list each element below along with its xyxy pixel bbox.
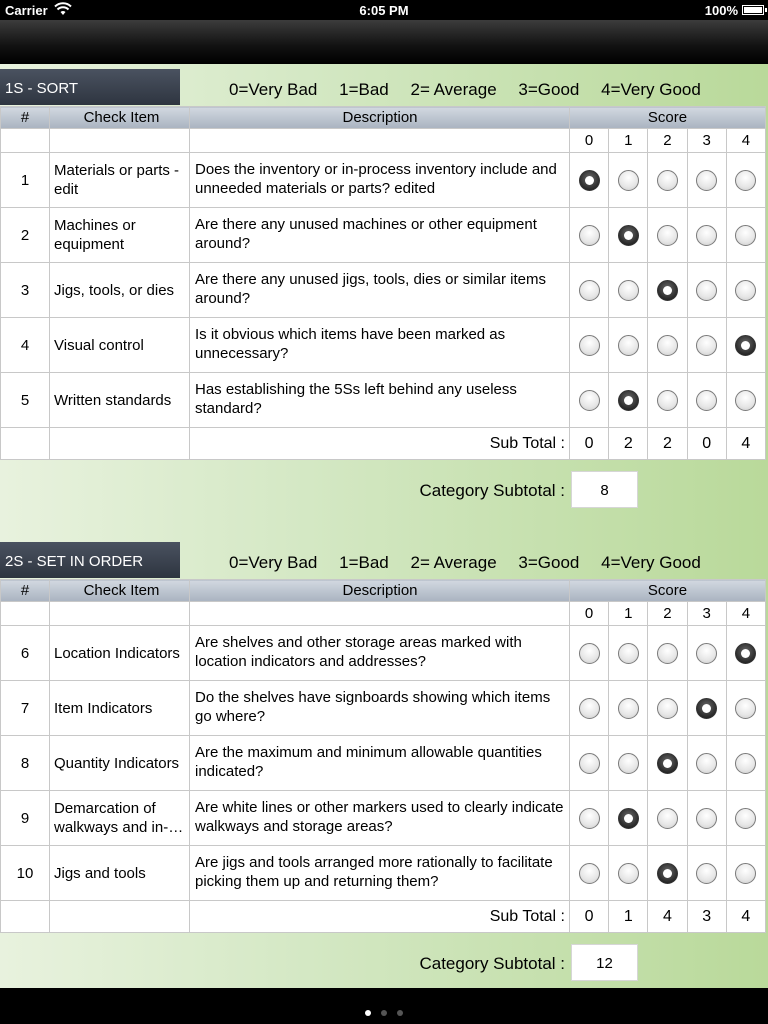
row-number: 8: [1, 736, 50, 791]
score-radio-4[interactable]: [735, 808, 756, 829]
subtotal-row: [1, 901, 766, 933]
score-cell: [648, 626, 687, 681]
category-subtotal-value: 12: [571, 944, 638, 981]
cell-empty: [1, 602, 50, 626]
row-number: 6: [1, 626, 50, 681]
score-cell: [726, 681, 765, 736]
subtotal-value: 4: [726, 428, 765, 460]
score-radio-0[interactable]: [579, 698, 600, 719]
table-row: [1, 318, 766, 373]
score-radio-1[interactable]: [618, 335, 639, 356]
score-cell: [687, 846, 726, 901]
score-radio-2[interactable]: [657, 335, 678, 356]
score-radio-4[interactable]: [735, 170, 756, 191]
score-cell: [687, 626, 726, 681]
check-item-name: Visual control: [50, 318, 190, 373]
col-header-score: Score: [570, 107, 766, 129]
cell-empty: [50, 129, 190, 153]
score-radio-1[interactable]: [618, 753, 639, 774]
page-dot[interactable]: [365, 1010, 371, 1016]
score-radio-1[interactable]: [618, 698, 639, 719]
cell-empty: [190, 129, 570, 153]
table-row: [1, 626, 766, 681]
subtotal-value: 2: [648, 428, 687, 460]
check-item-name: Written standards: [50, 373, 190, 428]
navigation-bar: [0, 20, 768, 64]
table-row: [1, 373, 766, 428]
subtotal-value: 0: [687, 428, 726, 460]
check-item-description: Are there any unused machines or other equipment around?: [190, 208, 570, 263]
score-cell: [687, 208, 726, 263]
score-cell: [648, 208, 687, 263]
score-cell: [648, 153, 687, 208]
cell-empty: [1, 129, 50, 153]
score-header-row: [1, 129, 766, 153]
score-radio-1[interactable]: [618, 390, 639, 411]
score-radio-3[interactable]: [696, 863, 717, 884]
subtotal-label: Sub Total :: [190, 428, 570, 460]
score-cell: [609, 153, 648, 208]
row-number: 3: [1, 263, 50, 318]
score-radio-2[interactable]: [657, 753, 678, 774]
col-header-check-item: Check Item: [50, 580, 190, 602]
legend-item: 2= Average: [410, 553, 497, 572]
check-item-description: Do the shelves have signboards showing which items go where?: [190, 681, 570, 736]
score-radio-2[interactable]: [657, 698, 678, 719]
section-header: [0, 64, 768, 106]
score-cell: [726, 846, 765, 901]
score-radio-1[interactable]: [618, 643, 639, 664]
score-cell: [570, 681, 609, 736]
score-column-label: 1: [609, 129, 648, 153]
check-item-description: Are there any unused jigs, tools, dies or similar items around?: [190, 263, 570, 318]
cell-empty: [1, 428, 50, 460]
score-radio-4[interactable]: [735, 643, 756, 664]
score-cell: [648, 373, 687, 428]
score-cell: [648, 318, 687, 373]
score-radio-3[interactable]: [696, 698, 717, 719]
score-radio-3[interactable]: [696, 643, 717, 664]
score-cell: [609, 626, 648, 681]
score-cell: [648, 681, 687, 736]
score-column-label: 4: [726, 602, 765, 626]
score-cell: [726, 318, 765, 373]
score-cell: [570, 791, 609, 846]
score-radio-2[interactable]: [657, 863, 678, 884]
category-subtotal-label: Category Subtotal :: [419, 481, 565, 500]
score-cell: [726, 153, 765, 208]
score-header-row: [1, 602, 766, 626]
score-cell: [609, 681, 648, 736]
subtotal-value: 0: [570, 901, 609, 933]
score-radio-0[interactable]: [579, 390, 600, 411]
table-row: [1, 791, 766, 846]
score-radio-3[interactable]: [696, 390, 717, 411]
col-header-num: #: [1, 107, 50, 129]
score-radio-3[interactable]: [696, 280, 717, 301]
score-cell: [570, 373, 609, 428]
score-radio-0[interactable]: [579, 280, 600, 301]
table-row: [1, 208, 766, 263]
score-radio-2[interactable]: [657, 390, 678, 411]
row-number: 4: [1, 318, 50, 373]
col-header-description: Description: [190, 580, 570, 602]
score-cell: [648, 791, 687, 846]
score-column-label: 4: [726, 129, 765, 153]
legend-item: 3=Good: [518, 553, 580, 572]
score-radio-3[interactable]: [696, 225, 717, 246]
score-radio-3[interactable]: [696, 170, 717, 191]
score-radio-4[interactable]: [735, 335, 756, 356]
score-cell: [687, 318, 726, 373]
score-radio-1[interactable]: [618, 863, 639, 884]
score-column-label: 2: [648, 129, 687, 153]
score-cell: [609, 373, 648, 428]
col-header-num: #: [1, 580, 50, 602]
score-cell: [570, 318, 609, 373]
page-dot[interactable]: [381, 1010, 387, 1016]
score-radio-0[interactable]: [579, 753, 600, 774]
score-radio-0[interactable]: [579, 335, 600, 356]
check-item-name: Demarcation of walkways and in-…: [50, 791, 190, 846]
score-radio-1[interactable]: [618, 225, 639, 246]
row-number: 9: [1, 791, 50, 846]
row-number: 1: [1, 153, 50, 208]
legend-item: 0=Very Bad: [229, 553, 318, 572]
section-set-in-order: [0, 537, 768, 988]
check-item-description: Are white lines or other markers used to clearly indicate walkways and storage areas?: [190, 791, 570, 846]
score-cell: [609, 736, 648, 791]
score-radio-3[interactable]: [696, 808, 717, 829]
score-cell: [726, 626, 765, 681]
score-radio-1[interactable]: [618, 170, 639, 191]
col-header-check-item: Check Item: [50, 107, 190, 129]
category-subtotal-row: [0, 460, 768, 537]
score-legend: [229, 553, 718, 573]
score-radio-3[interactable]: [696, 335, 717, 356]
score-radio-2[interactable]: [657, 280, 678, 301]
check-item-name: Location Indicators: [50, 626, 190, 681]
score-radio-4[interactable]: [735, 225, 756, 246]
score-cell: [687, 263, 726, 318]
score-radio-0[interactable]: [579, 225, 600, 246]
category-subtotal-label: Category Subtotal :: [419, 954, 565, 973]
score-radio-0[interactable]: [579, 863, 600, 884]
row-number: 2: [1, 208, 50, 263]
score-cell: [648, 263, 687, 318]
category-subtotal-row: [0, 933, 768, 988]
score-cell: [726, 373, 765, 428]
score-cell: [726, 208, 765, 263]
table-row: [1, 846, 766, 901]
check-item-description: Has establishing the 5Ss left behind any useless standard?: [190, 373, 570, 428]
score-radio-1[interactable]: [618, 808, 639, 829]
table-row: [1, 681, 766, 736]
subtotal-label: Sub Total :: [190, 901, 570, 933]
legend-item: 4=Very Good: [601, 80, 701, 99]
score-cell: [570, 736, 609, 791]
score-column-label: 2: [648, 602, 687, 626]
table-row: [1, 263, 766, 318]
check-item-name: Item Indicators: [50, 681, 190, 736]
score-cell: [648, 846, 687, 901]
status-bar: [0, 0, 768, 20]
score-cell: [609, 846, 648, 901]
rows: [1, 602, 766, 933]
cell-empty: [50, 602, 190, 626]
score-radio-0[interactable]: [579, 808, 600, 829]
check-item-name: Quantity Indicators: [50, 736, 190, 791]
bottom-bar: [0, 988, 768, 1024]
score-column-label: 0: [570, 129, 609, 153]
cell-empty: [190, 602, 570, 626]
score-cell: [570, 208, 609, 263]
check-item-description: Are jigs and tools arranged more rationally to facilitate picking them up and returning them?: [190, 846, 570, 901]
score-cell: [687, 153, 726, 208]
score-cell: [609, 791, 648, 846]
legend-item: 4=Very Good: [601, 553, 701, 572]
score-radio-0[interactable]: [579, 170, 600, 191]
score-radio-3[interactable]: [696, 753, 717, 774]
score-cell: [570, 153, 609, 208]
score-cell: [687, 681, 726, 736]
checklist-scroll-area[interactable]: [0, 64, 768, 988]
check-item-name: Materials or parts - edit: [50, 153, 190, 208]
subtotal-value: 4: [648, 901, 687, 933]
clock: 6:05 PM: [359, 3, 409, 18]
score-radio-4[interactable]: [735, 753, 756, 774]
score-column-label: 1: [609, 602, 648, 626]
subtotal-value: 0: [570, 428, 609, 460]
check-item-description: Is it obvious which items have been marked as unnecessary?: [190, 318, 570, 373]
check-item-name: Jigs and tools: [50, 846, 190, 901]
checklist-table: [0, 579, 766, 933]
page-dot[interactable]: [397, 1010, 403, 1016]
section-title: 2S - SET IN ORDER: [0, 542, 180, 578]
score-radio-1[interactable]: [618, 280, 639, 301]
score-cell: [570, 846, 609, 901]
legend-item: 2= Average: [410, 80, 497, 99]
score-cell: [609, 263, 648, 318]
score-radio-4[interactable]: [735, 280, 756, 301]
subtotal-row: [1, 428, 766, 460]
score-cell: [609, 318, 648, 373]
legend-item: 1=Bad: [339, 80, 389, 99]
battery-icon: [742, 5, 764, 15]
score-column-label: 3: [687, 129, 726, 153]
score-cell: [687, 791, 726, 846]
score-radio-4[interactable]: [735, 390, 756, 411]
legend-item: 0=Very Bad: [229, 80, 318, 99]
score-column-label: 3: [687, 602, 726, 626]
score-cell: [570, 263, 609, 318]
carrier-label: Carrier: [5, 3, 48, 18]
section-header: [0, 537, 768, 579]
score-radio-4[interactable]: [735, 863, 756, 884]
check-item-description: Are the maximum and minimum allowable quantities indicated?: [190, 736, 570, 791]
score-radio-4[interactable]: [735, 698, 756, 719]
rows: [1, 129, 766, 460]
legend-item: 1=Bad: [339, 553, 389, 572]
check-item-description: Are shelves and other storage areas marked with location indicators and addresses?: [190, 626, 570, 681]
category-subtotal-value: 8: [571, 471, 638, 508]
row-number: 7: [1, 681, 50, 736]
score-radio-2[interactable]: [657, 170, 678, 191]
score-cell: [687, 373, 726, 428]
score-cell: [726, 791, 765, 846]
score-radio-2[interactable]: [657, 808, 678, 829]
table-row: [1, 153, 766, 208]
check-item-description: Does the inventory or in-process inventory include and unneeded materials or parts? edited: [190, 153, 570, 208]
col-header-description: Description: [190, 107, 570, 129]
cell-empty: [50, 901, 190, 933]
score-cell: [609, 208, 648, 263]
subtotal-value: 4: [726, 901, 765, 933]
cell-empty: [1, 901, 50, 933]
cell-empty: [50, 428, 190, 460]
check-item-name: Jigs, tools, or dies: [50, 263, 190, 318]
score-cell: [570, 626, 609, 681]
score-legend: [229, 80, 718, 100]
check-item-name: Machines or equipment: [50, 208, 190, 263]
score-cell: [687, 736, 726, 791]
score-radio-2[interactable]: [657, 225, 678, 246]
battery-percent: 100%: [704, 3, 738, 18]
score-cell: [648, 736, 687, 791]
subtotal-value: 3: [687, 901, 726, 933]
section-sort: [0, 64, 768, 537]
score-cell: [726, 263, 765, 318]
score-column-label: 0: [570, 602, 609, 626]
subtotal-value: 1: [609, 901, 648, 933]
subtotal-value: 2: [609, 428, 648, 460]
score-radio-0[interactable]: [579, 643, 600, 664]
legend-item: 3=Good: [518, 80, 580, 99]
page-control[interactable]: [0, 1003, 768, 1021]
checklist-table: [0, 106, 766, 460]
score-cell: [726, 736, 765, 791]
row-number: 10: [1, 846, 50, 901]
col-header-score: Score: [570, 580, 766, 602]
table-row: [1, 736, 766, 791]
row-number: 5: [1, 373, 50, 428]
section-title: 1S - SORT: [0, 69, 180, 105]
score-radio-2[interactable]: [657, 643, 678, 664]
